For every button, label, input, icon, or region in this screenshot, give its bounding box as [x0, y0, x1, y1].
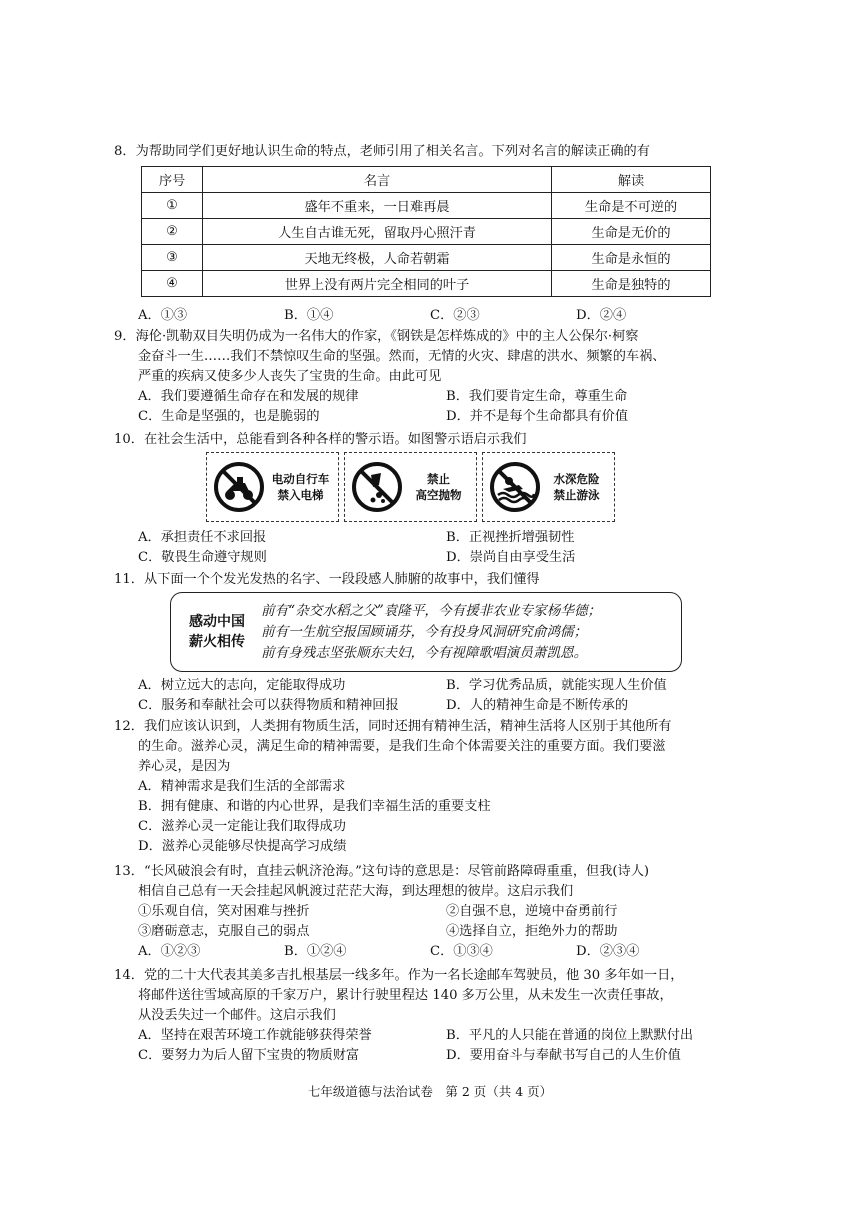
table-cell: 世界上没有两片完全相同的叶子	[203, 271, 552, 297]
warning-sign-ebike	[206, 452, 339, 522]
question-13-stem-line: 相信自己总有一天会挂起风帆渡过茫茫大海，到达理想的彼岸。这启示我们	[138, 884, 574, 899]
option-d[interactable]: D．人的精神生命是不断传承的	[446, 698, 629, 713]
banner-line: 前有身残志坚张顺东夫妇，今有视障歌唱演员萧凯恩。	[261, 644, 588, 661]
question-12-stem-line: 的生命。滋养心灵，满足生命的精神需要，是我们生命个体需要关注的重要方面。我们要滋	[138, 739, 666, 754]
question-12	[114, 717, 734, 857]
option-a[interactable]: A．我们要遵循生命存在和发展的规律	[138, 389, 359, 404]
option-c[interactable]: C．要努力为后人留下宝贵的物质财富	[138, 1048, 360, 1063]
table-row	[142, 271, 711, 297]
option-c[interactable]: C．①③④	[430, 944, 493, 959]
option-b[interactable]: B．平凡的人只能在普通的岗位上默默付出	[446, 1028, 694, 1043]
no-throwing-icon	[351, 461, 403, 513]
sign-ebike-line1: 电动自行车	[271, 472, 330, 486]
question-9-stem-line: 金奋斗一生……我们不禁惊叹生命的坚强。然而，无情的火灾、肆虐的洪水、频繁的车祸、	[138, 349, 666, 364]
question-11-options	[114, 676, 734, 716]
warning-signs	[206, 452, 615, 522]
table-row	[142, 245, 711, 271]
question-10-stem: 10．在社会生活中，总能看到各种各样的警示语。如图警示语启示我们	[114, 432, 527, 447]
table-cell: ①	[142, 193, 203, 219]
option-b[interactable]: B．我们要肯定生命，尊重生命	[446, 389, 628, 404]
question-10	[114, 430, 734, 450]
question-8	[114, 142, 734, 162]
table-cell: 生命是无价的	[552, 219, 711, 245]
question-9-stem-line: 9．海伦·凯勒双目失明仍成为一名伟大的作家，《钢铁是怎样炼成的》中的主人公保尔·柯察	[114, 329, 639, 344]
option-d[interactable]: D．崇尚自由享受生活	[446, 550, 576, 565]
warning-sign-throwing	[344, 452, 477, 522]
table-cell: ③	[142, 245, 203, 271]
option-d[interactable]: D．②④	[576, 308, 627, 323]
option-a[interactable]: A．精神需求是我们生活的全部需求	[138, 779, 346, 794]
statement-3: ③磨砺意志，克服自己的弱点	[138, 924, 310, 939]
sign-ebike-line2: 禁入电梯	[277, 488, 324, 502]
banner-line: 前有“杂交水稻之父”袁隆平，今有援非农业专家杨华德；	[261, 602, 602, 619]
option-a[interactable]: A．树立远大的志向，定能取得成功	[138, 678, 346, 693]
question-14	[114, 966, 734, 1066]
option-b[interactable]: B．正视挫折增强韧性	[446, 530, 575, 545]
table-cell: ④	[142, 271, 203, 297]
table-header-number: 序号	[142, 167, 203, 193]
option-c[interactable]: C．②③	[430, 308, 480, 323]
question-12-stem-line: 养心灵，是因为	[138, 759, 231, 774]
question-13-stem-line: 13．“长风破浪会有时，直挂云帆济沧海。”这句诗的意思是：尽管前路障碍重重，但我(诗人)	[114, 864, 650, 879]
option-c[interactable]: C．敬畏生命遵守规则	[138, 550, 267, 565]
option-d[interactable]: D．要用奋斗与奉献书写自己的人生价值	[446, 1048, 681, 1063]
question-14-stem-line: 从没丢失过一个邮件。这启示我们	[138, 1008, 336, 1023]
option-b[interactable]: B．拥有健康、和谐的内心世界，是我们幸福生活的重要支柱	[138, 799, 491, 814]
table-cell: 生命是独特的	[552, 271, 711, 297]
option-d[interactable]: D．滋养心灵能够尽快提高学习成绩	[138, 839, 347, 854]
table-cell: 生命是不可逆的	[552, 193, 711, 219]
table-header-interpretation: 解读	[552, 167, 711, 193]
question-9-stem-line: 严重的疾病又使多少人丧失了宝贵的生命。由此可见	[138, 369, 442, 384]
touching-china-banner	[170, 592, 682, 672]
table-header-quote: 名言	[203, 167, 552, 193]
question-8-options	[114, 306, 734, 326]
option-b[interactable]: B．①④	[284, 308, 334, 323]
option-c[interactable]: C．生命是坚强的，也是脆弱的	[138, 409, 320, 424]
option-a[interactable]: A．承担责任不求回报	[138, 530, 267, 545]
sign-swimming-line1: 水深危险	[553, 472, 600, 486]
no-ebike-icon	[213, 461, 265, 513]
table-header-row	[142, 167, 711, 193]
table-row	[142, 193, 711, 219]
option-a[interactable]: A．①②③	[138, 944, 201, 959]
option-a[interactable]: A．①③	[138, 308, 188, 323]
question-11-stem: 11．从下面一个个发光发热的名字、一段段感人肺腑的故事中，我们懂得	[114, 572, 540, 587]
page-footer: 七年级道德与法治试卷 第 2 页（共 4 页）	[307, 1084, 553, 1099]
banner-title-line1: 感动中国	[189, 614, 245, 630]
question-11	[114, 570, 734, 590]
statement-1: ①乐观自信，笑对困难与挫折	[138, 904, 310, 919]
question-13	[114, 862, 734, 962]
question-9	[114, 327, 734, 427]
table-cell: 盛年不重来，一日难再晨	[203, 193, 552, 219]
option-a[interactable]: A．坚持在艰苦环境工作就能够获得荣誉	[138, 1028, 372, 1043]
sign-throwing-line1: 禁止	[427, 472, 450, 486]
option-b[interactable]: B．学习优秀品质，就能实现人生价值	[446, 678, 667, 693]
table-cell: ②	[142, 219, 203, 245]
banner-line: 前有一生航空报国顾诵芬，今有投身风洞研究俞鸿儒；	[261, 623, 588, 640]
warning-sign-swimming	[482, 452, 615, 522]
question-8-stem: 8．为帮助同学们更好地认识生命的特点，老师引用了相关名言。下列对名言的解读正确的有	[114, 144, 650, 159]
quotes-table	[141, 166, 711, 297]
statement-2: ②自强不息，逆境中奋勇前行	[446, 904, 618, 919]
sign-swimming-line2: 禁止游泳	[553, 488, 600, 502]
question-14-stem-line: 14．党的二十大代表其美多吉扎根基层一线多年。作为一名长途邮车驾驶员，他 30 多年如一日，	[114, 968, 684, 983]
table-cell: 天地无终极，人命若朝霜	[203, 245, 552, 271]
option-b[interactable]: B．①②④	[284, 944, 347, 959]
table-row	[142, 219, 711, 245]
question-10-options	[114, 528, 734, 568]
option-c[interactable]: C．滋养心灵一定能让我们取得成功	[138, 819, 346, 834]
table-cell: 人生自古谁无死，留取丹心照汗青	[203, 219, 552, 245]
question-14-stem-line: 将邮件送往雪域高原的千家万户，累计行驶里程达 140 多万公里，从未发生一次责任事故，	[138, 988, 673, 1003]
question-12-stem-line: 12．我们应该认识到，人类拥有物质生活，同时还拥有精神生活，精神生活将人区别于其他所有	[114, 719, 672, 734]
statement-4: ④选择自立，拒绝外力的帮助	[446, 924, 618, 939]
sign-throwing-line2: 高空抛物	[415, 488, 462, 502]
table-cell: 生命是永恒的	[552, 245, 711, 271]
option-c[interactable]: C．服务和奉献社会可以获得物质和精神回报	[138, 698, 399, 713]
banner-title-line2: 薪火相传	[189, 634, 245, 650]
no-swimming-icon	[489, 461, 541, 513]
option-d[interactable]: D．②③④	[576, 944, 640, 959]
option-d[interactable]: D．并不是每个生命都具有价值	[446, 409, 629, 424]
